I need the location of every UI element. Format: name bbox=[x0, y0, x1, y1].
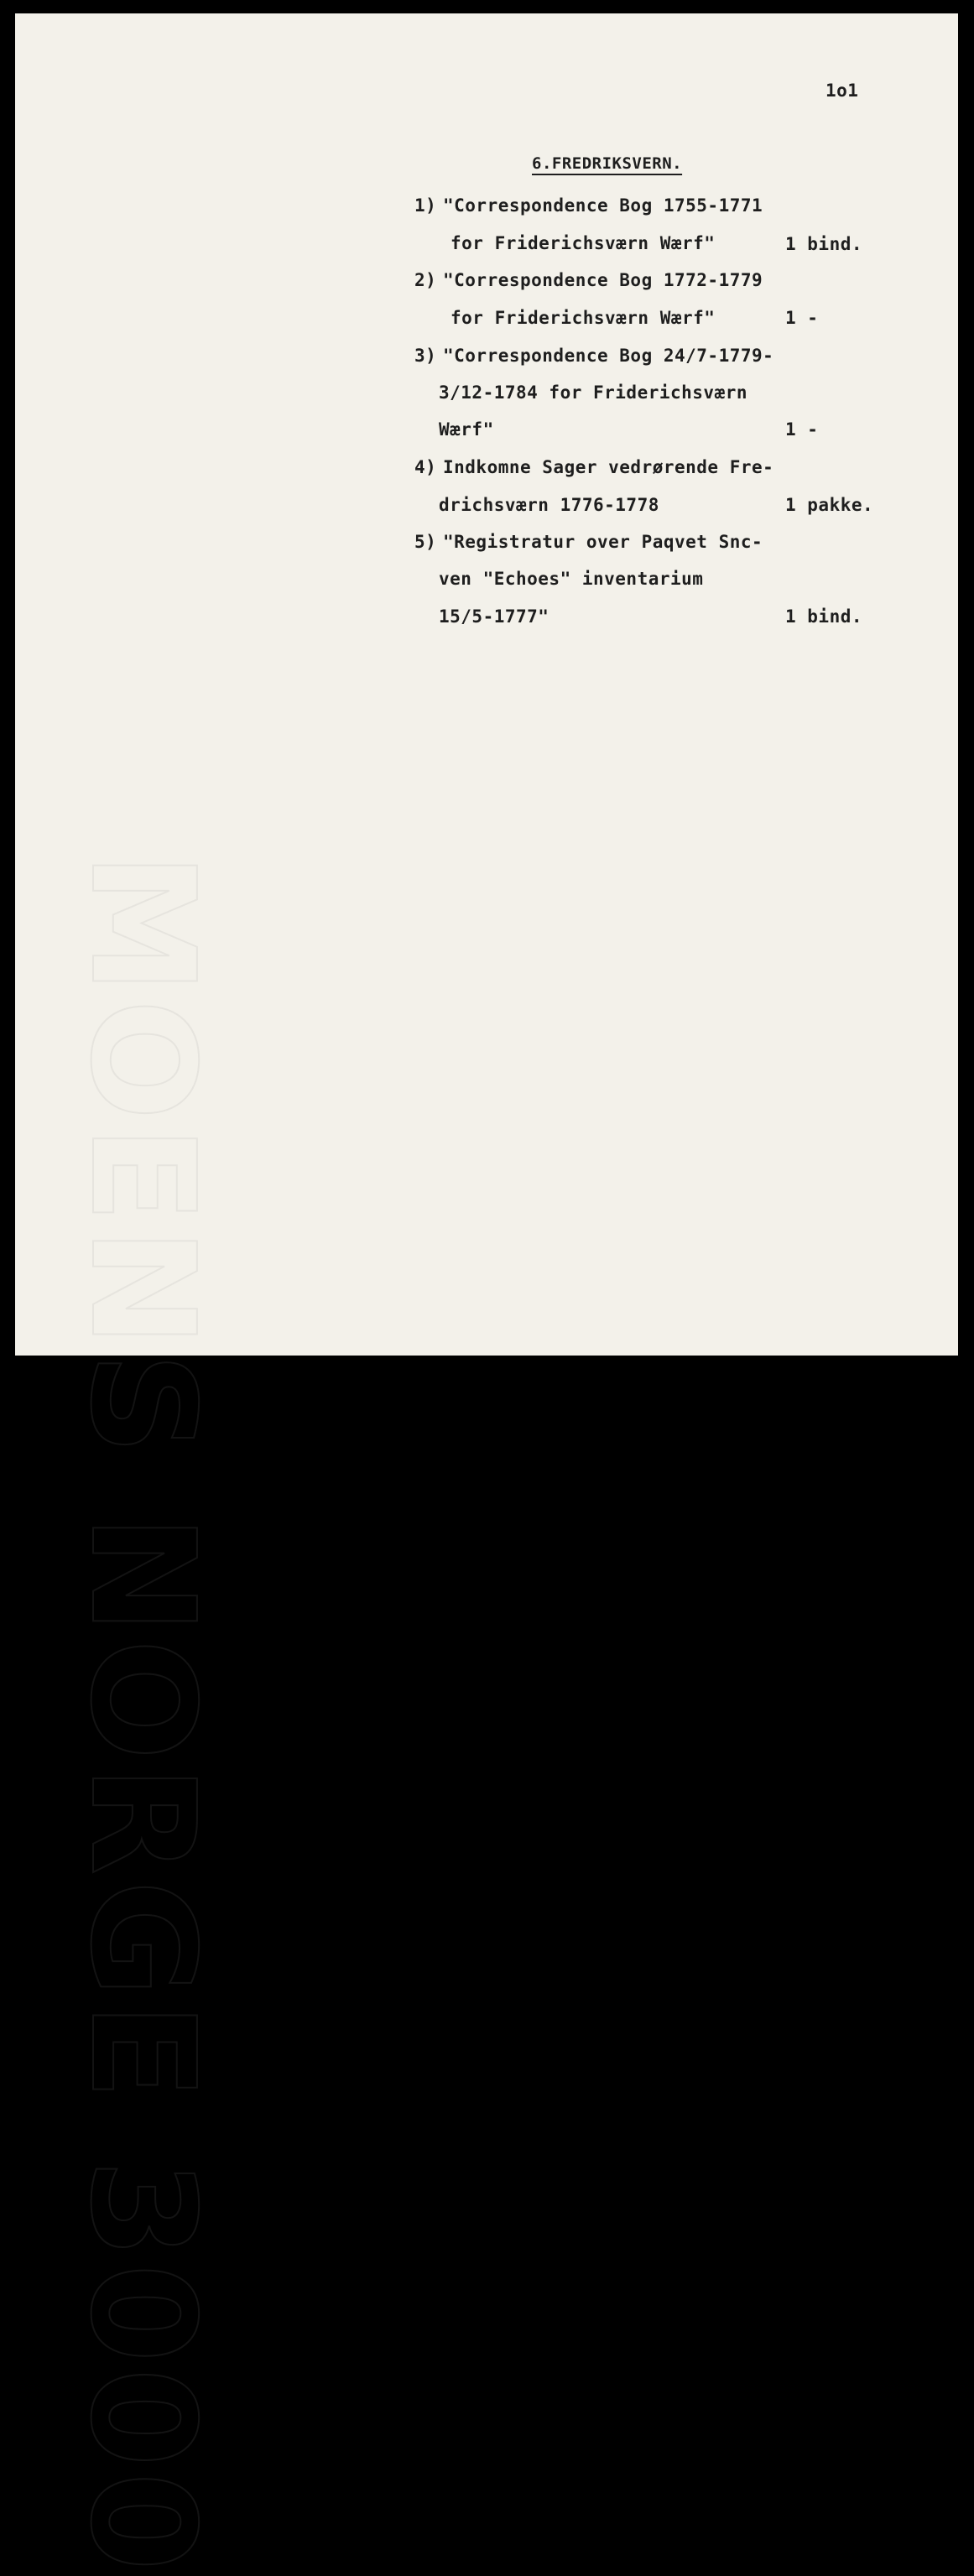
item-number: 4) bbox=[414, 457, 437, 477]
item-text-line: for Friderichsværn Wærf" bbox=[451, 233, 716, 253]
item-number: 5) bbox=[414, 532, 437, 552]
item-text-line: for Friderichsværn Wærf" bbox=[451, 308, 716, 328]
item-quantity: 1 pakke. bbox=[785, 495, 874, 515]
item-quantity: 1 - bbox=[785, 419, 819, 440]
item-text-line: "Correspondence Bog 1772-1779 bbox=[443, 270, 763, 290]
item-text-line: 3/12-1784 for Friderichsværn bbox=[439, 382, 748, 403]
page-number: 1o1 bbox=[826, 81, 859, 101]
item-quantity: 1 bind. bbox=[785, 606, 863, 627]
section-title: 6.FREDRIKSVERN. bbox=[532, 154, 683, 173]
item-text-line: 15/5-1777" bbox=[439, 606, 550, 627]
item-number: 1) bbox=[414, 195, 437, 216]
item-text-line: ven "Echoes" inventarium bbox=[439, 569, 704, 589]
item-number: 2) bbox=[414, 270, 437, 290]
item-quantity: 1 bind. bbox=[785, 234, 863, 254]
item-quantity: 1 - bbox=[785, 308, 819, 328]
item-text-line: drichsværn 1776-1778 bbox=[439, 495, 659, 515]
item-text-line: "Correspondence Bog 1755-1771 bbox=[443, 195, 763, 216]
item-text-line: "Correspondence Bog 24/7-1779- bbox=[443, 346, 774, 366]
document-page bbox=[15, 13, 958, 2576]
item-text-line: "Registratur over Paqvet Snc- bbox=[443, 532, 763, 552]
item-text-line: Indkomne Sager vedrørende Fre- bbox=[443, 457, 774, 477]
watermark: MOENS NORGE 3000 bbox=[59, 852, 225, 2576]
item-text-line: Wærf" bbox=[439, 419, 494, 440]
item-number: 3) bbox=[414, 346, 437, 366]
